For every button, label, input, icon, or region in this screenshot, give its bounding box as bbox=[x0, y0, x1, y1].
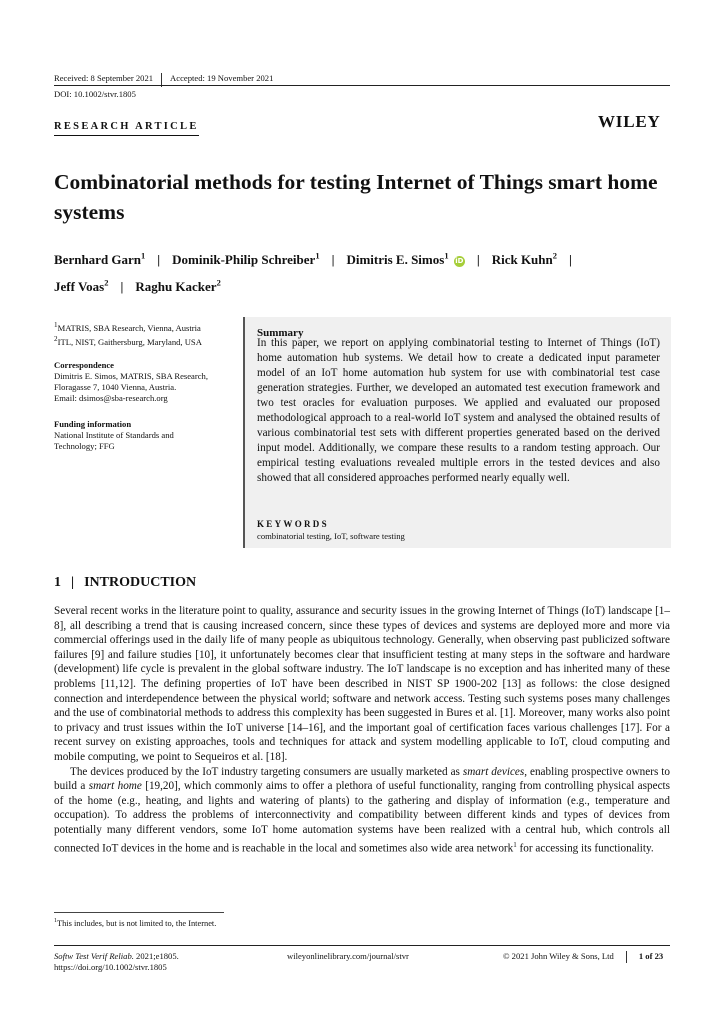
footer-website[interactable]: wileyonlinelibrary.com/journal/stvr bbox=[287, 951, 409, 961]
footer-rule bbox=[54, 945, 670, 946]
footer-doi-link[interactable]: https://doi.org/10.1002/stvr.1805 bbox=[54, 962, 167, 972]
footer-right bbox=[503, 951, 663, 963]
summary-heading: Summary bbox=[257, 327, 304, 339]
footnote-marker[interactable]: 1 bbox=[513, 840, 517, 849]
paragraph: Several recent works in the literature point to quality, assurance and security issues in the growing Internet of Things (IoT) landscape [1–8], all describing a trend that is causing increased concern, since these types of devices and systems are deployed more and more via commercial offerings used in the daily life of many people as ubiquitous technology. Generally, when observing past publicized software failures [9] and failure studies [10], it unfortunately becomes clear that insufficient testing at many steps in the software and hardware (development) life cycle is prevalent in the global software industry. The IoT landscape is no exception and has inherited many of these problems [11,12]. The defining properties of IoT have been described in NIST SP 1900-202 [13] as follows: the close designed connection and interdependence between the physical world; software and network access. Testing such systems poses many challenges and the use of combinatorial methods to address this complexity has been suggested in Bures et al. [1]. Moreover, many works also point to privacy and trust issues within the IoT universe [14–16], and the important goal of certification faces various challenges [17]. For a recent survey on existing approaches, tools and techniques for attack and system modelling applicable to IoT, cloud computing and mobile computing, we point to Sequeiros et al. [18]. bbox=[54, 605, 670, 763]
author[interactable]: Bernhard Garn$^1$ bbox=[54, 251, 146, 268]
copyright: © 2021 John Wiley & Sons, Ltd bbox=[503, 951, 614, 961]
doi[interactable]: DOI: 10.1002/stvr.1805 bbox=[54, 89, 136, 99]
footnote-rule bbox=[54, 912, 224, 913]
received-date: Received: 8 September 2021 bbox=[54, 73, 154, 83]
publisher-logo: WILEY bbox=[598, 112, 661, 131]
affiliation: $^2$ITL, NIST, Gaithersburg, Maryland, USA bbox=[54, 335, 202, 347]
footer-citation: Softw Test Verif Reliab. 2021;e1805. https://doi.org/10.1002/stvr.1805 bbox=[54, 951, 179, 972]
keywords: combinatorial testing, IoT, software testing bbox=[257, 531, 405, 541]
correspondence: Correspondence Dimitris E. Simos, MATRIS, SBA Research, Floragasse 7, 1040 Vienna, Austria. Email: dsimos@sba-research.org bbox=[54, 360, 234, 404]
email-link[interactable]: Email: dsimos@sba-research.org bbox=[54, 393, 168, 403]
paragraph: The devices produced by the IoT industry targeting consumers are usually marketed as smart devices, enabling prospective owners to build a smart home [19,20], which commonly aims to offer a plethora of useful functionality, ranging from controlling physical aspects of the home (e.g., heating, and lights and watering of plants) to the gathering and display of information (e.g., temperature and occupation). To address the problems of interconnectivity and compatibility between different kinds and types of devices from potentially many different vendors, some IoT home automation systems have been realized with a central hub, which controls all connected IoT devices in the home and is reachable in the local and sometimes also wide area network$^1$ for accessing its functionality. bbox=[54, 765, 670, 855]
divider bbox=[626, 951, 627, 963]
article-category: RESEARCH ARTICLE bbox=[54, 121, 199, 136]
orcid-icon[interactable]: iD bbox=[455, 257, 464, 266]
author[interactable]: Dominik-Philip Schreiber$^1$ bbox=[172, 251, 320, 268]
header-rule bbox=[54, 85, 670, 86]
author[interactable]: Raghu Kacker$^2$ bbox=[135, 277, 221, 294]
accepted-date: Accepted: 19 November 2021 bbox=[170, 73, 274, 83]
author[interactable]: Dimitris E. Simos$^1$ iD bbox=[346, 251, 464, 268]
keywords-heading: KEYWORDS bbox=[257, 519, 329, 529]
funding-information: Funding information National Institute of Standards and Technology; FFG bbox=[54, 419, 174, 451]
footnote: $^1$This includes, but is not limited to, the Internet. bbox=[54, 918, 217, 928]
author[interactable]: Jeff Voas$^2$ bbox=[54, 277, 109, 294]
author[interactable]: Rick Kuhn$^2$ bbox=[491, 251, 557, 268]
summary-text: In this paper, we report on applying combinatorial testing to Internet of Things (IoT) home automation hub systems. We detail how to create a dedicated input parameter model of an IoT home automation hub system for use with combinatorial test case generation strategies. Further, we developed an automated test execution framework and two test oracles for evaluation purposes. We applied and evaluated our proposed methodological approach to a real-world IoT system and analysed the obtained results of various combinatorial test sets with different properties generated based on the derived input model. Additionally, we compare these results to a random testing approach. Our empirical testing evaluations revealed multiple errors in the tested devices and also showed that all considered approaches performed nearly equally well. bbox=[257, 337, 660, 484]
author-list: Bernhard Garn$^1$ | Dominik-Philip Schreiber$^1$ | Dimitris E. Simos$^1$ iD | Rick Kuhn$^2$ | Jeff Voas$^2$ | Raghu Kacker$^2$ bbox=[54, 251, 572, 294]
section-heading: 1 | INTRODUCTION bbox=[54, 575, 197, 590]
article-title: Combinatorial methods for testing Internet of Things smart home systems bbox=[54, 170, 658, 224]
affiliation: $^1$MATRIS, SBA Research, Vienna, Austria bbox=[54, 321, 201, 333]
body-text bbox=[54, 604, 670, 856]
page-number: 1 of 23 bbox=[638, 951, 664, 961]
